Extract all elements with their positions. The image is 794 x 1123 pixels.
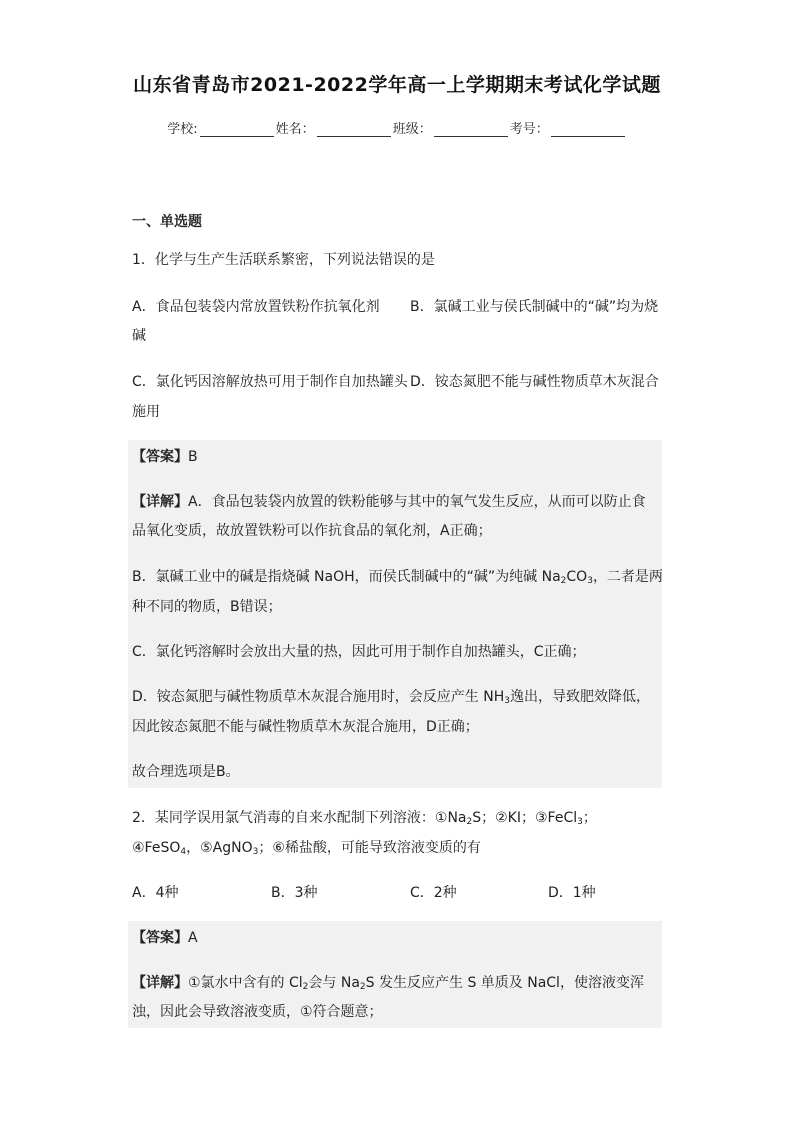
answer-value: A — [188, 930, 198, 946]
q2-option-b: B．3种 — [271, 885, 318, 901]
q1-detail-b-line2: 种不同的物质，B错误； — [132, 599, 282, 615]
stem-text: ④FeSO — [132, 840, 181, 856]
q1-detail-d-line2: 因此铵态氮肥不能与碱性物质草木灰混合施用，D正确； — [132, 719, 479, 735]
subscript: 3 — [252, 847, 259, 857]
answer-tag: 【答案】 — [132, 449, 188, 465]
detail-text: 逸出，导致肥效降低， — [509, 689, 650, 705]
q2-answer — [132, 928, 198, 948]
q1-detail-d-line1 — [132, 687, 650, 707]
q2-detail-line1 — [132, 973, 644, 993]
school-blank[interactable] — [200, 122, 274, 137]
stem-text: ； — [582, 810, 597, 826]
detail-tag: 【详解】 — [132, 494, 188, 510]
q1-stem: 1．化学与生产生活联系繁密，下列说法错误的是 — [132, 252, 435, 268]
detail-text: S 发生反应产生 S 单质及 NaCl，使溶液变浑 — [365, 975, 644, 991]
detail-text: ①氯水中含有的 Cl — [188, 975, 303, 991]
q2-option-d: D．1种 — [548, 885, 596, 901]
student-info-line — [0, 118, 794, 137]
q1-option-a: A．食品包装袋内常放置铁粉作抗氧化剂 — [132, 299, 380, 315]
stem-text: ，⑤AgNO — [186, 840, 253, 856]
detail-text: B．氯碱工业中的碱是指烧碱 NaOH，而侯氏制碱中的“碱”为纯碱 Na — [132, 569, 561, 585]
name-label: 姓名： — [275, 122, 315, 137]
q2-detail-line2: 浊，因此会导致溶液变质，①符合题意； — [132, 1004, 383, 1020]
detail-text: 会与 Na — [308, 975, 360, 991]
q1-detail-c: C．氯化钙溶解时会放出大量的热，因此可用于制作自加热罐头，C正确； — [132, 644, 586, 660]
subscript: 2 — [359, 982, 366, 992]
section-heading: 一、单选题 — [132, 214, 202, 230]
detail-text: ，二者是两 — [592, 569, 663, 585]
subscript: 3 — [577, 817, 583, 827]
class-blank[interactable] — [434, 122, 508, 137]
detail-tag: 【详解】 — [132, 975, 188, 991]
subscript: 2 — [560, 576, 567, 586]
q1-detail-a-line1 — [132, 492, 646, 512]
q2-option-c: C．2种 — [410, 885, 457, 901]
q1-detail-a-line2: 品氧化变质，故放置铁粉可以作抗食品的氧化剂，A正确； — [132, 523, 492, 539]
answer-value: B — [188, 449, 198, 465]
q1-option-c: C．氯化钙因溶解放热可用于制作自加热罐头 — [132, 374, 408, 390]
exam-no-blank[interactable] — [551, 122, 625, 137]
name-blank[interactable] — [317, 122, 391, 137]
subscript: 2 — [466, 817, 473, 827]
class-label: 班级： — [392, 122, 432, 137]
stem-text: 2．某同学误用氯气消毒的自来水配制下列溶液：①Na — [132, 810, 467, 826]
subscript: 3 — [504, 696, 510, 706]
subscript: 4 — [180, 847, 187, 857]
page-title: 山东省青岛市2021-2022学年高一上学期期末考试化学试题 — [133, 74, 661, 96]
q1-detail-b-line1 — [132, 567, 663, 587]
exam-no-label: 考号： — [509, 122, 549, 137]
q2-stem-line2 — [132, 838, 481, 858]
q1-answer — [132, 447, 198, 467]
q1-option-d-cont: 施用 — [132, 404, 160, 420]
q1-option-d: D．铵态氮肥不能与碱性物质草木灰混合 — [410, 374, 659, 390]
detail-text: CO — [566, 569, 588, 585]
detail-text: A．食品包装袋内放置的铁粉能够与其中的氧气发生反应，从而可以防止食 — [188, 494, 646, 510]
answer-tag: 【答案】 — [132, 930, 188, 946]
q1-option-b-cont: 碱 — [132, 328, 146, 344]
detail-text: D．铵态氮肥与碱性物质草木灰混合施用时，会反应产生 NH — [132, 689, 505, 705]
subscript: 3 — [587, 576, 593, 586]
q2-stem-line1 — [132, 808, 597, 828]
q1-conclusion: 故合理选项是B。 — [132, 764, 240, 780]
stem-text: ；⑥稀盐酸，可能导致溶液变质的有 — [258, 840, 481, 856]
q1-option-b: B．氯碱工业与侯氏制碱中的“碱”均为烧 — [410, 299, 659, 315]
subscript: 2 — [302, 982, 309, 992]
stem-text: S；②KI；③FeCl — [472, 810, 578, 826]
q2-option-a: A．4种 — [132, 885, 179, 901]
school-label: 学校: — [167, 122, 198, 137]
